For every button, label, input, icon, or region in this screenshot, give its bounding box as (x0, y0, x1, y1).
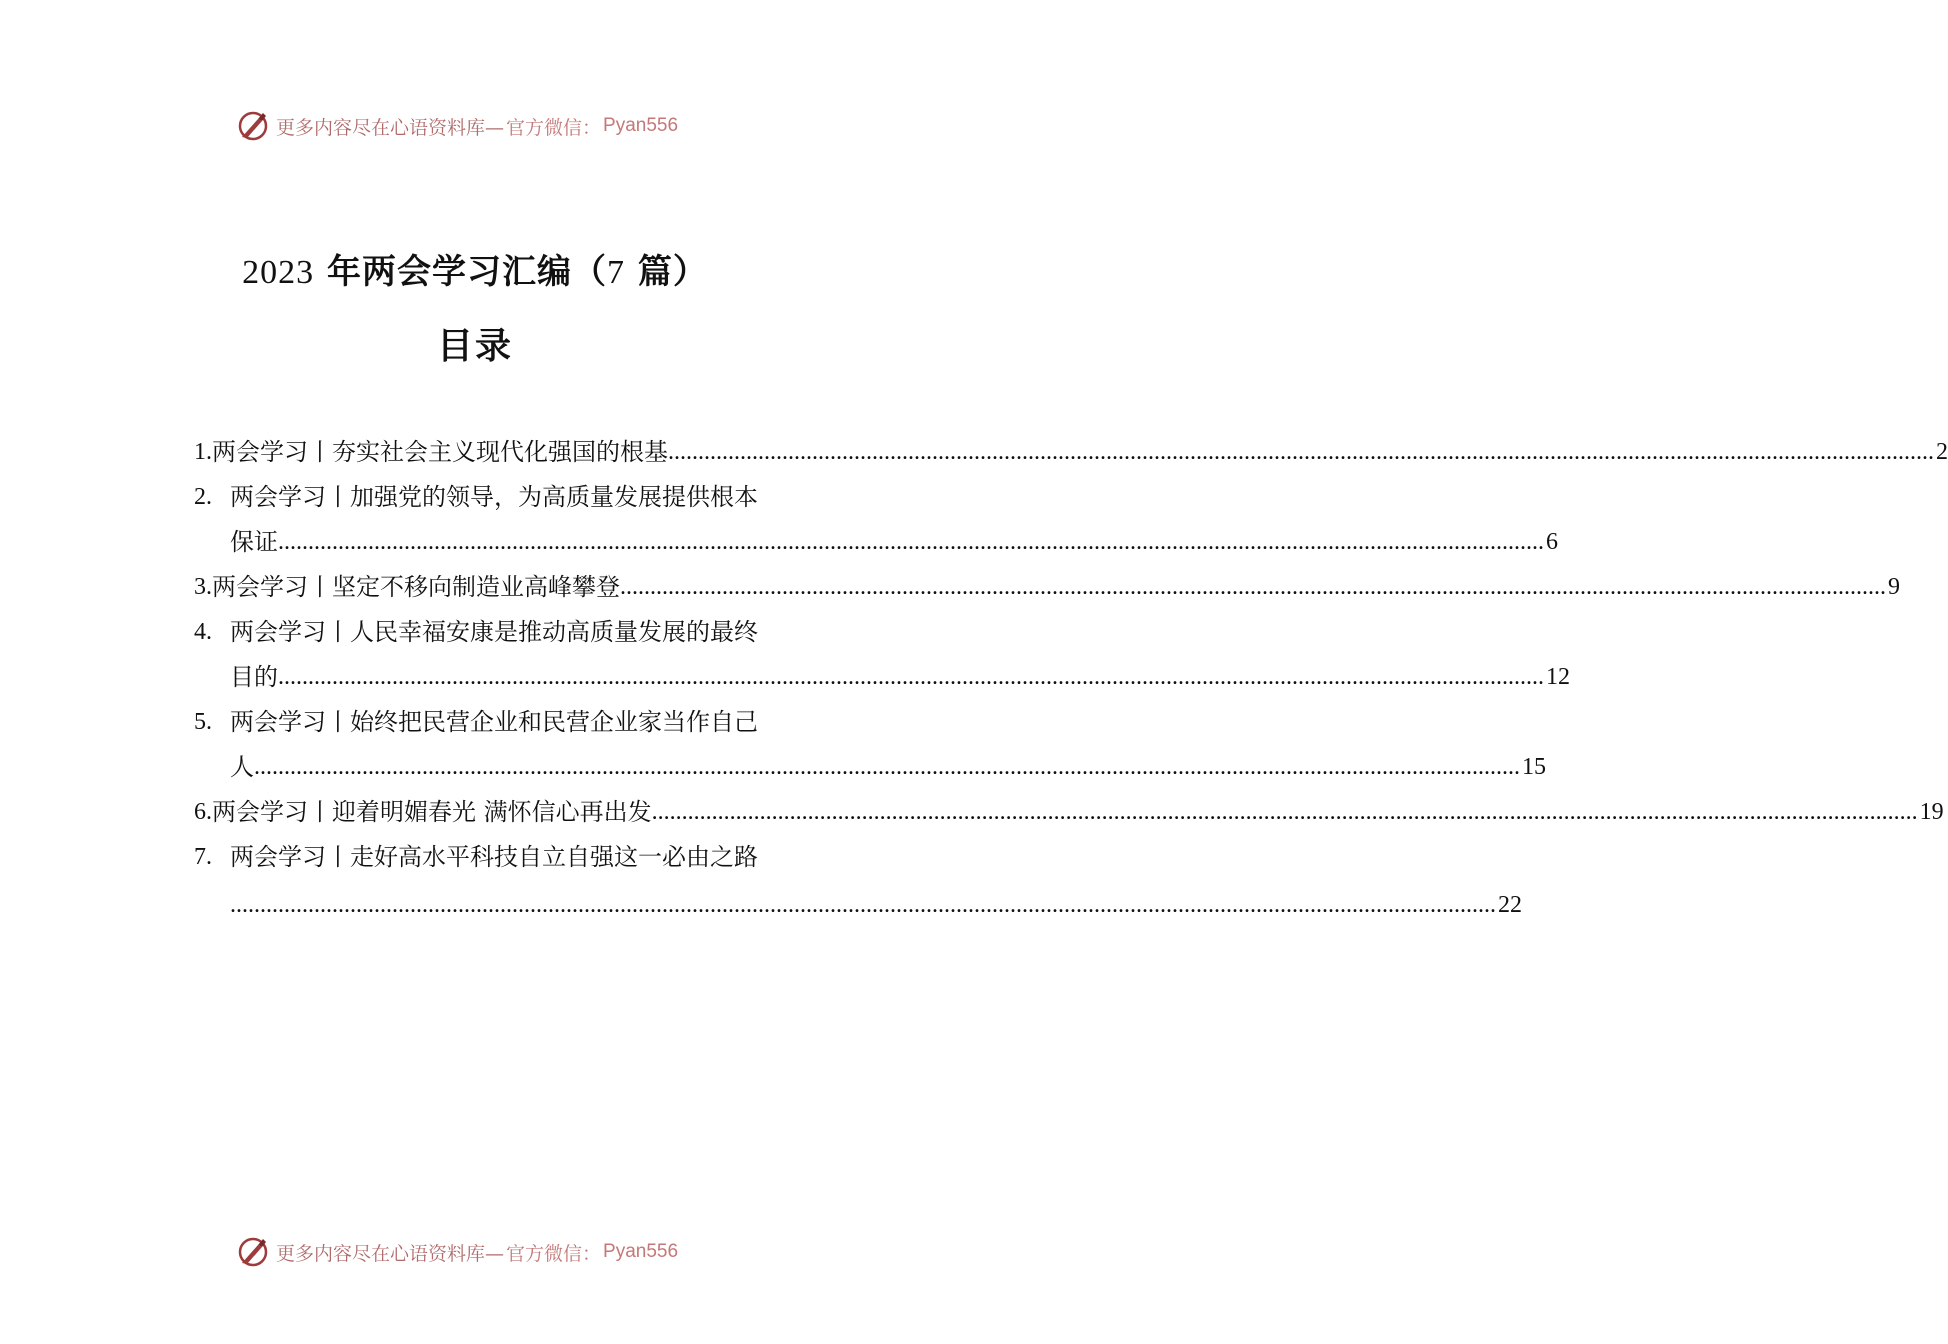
title-main: 年两会学习汇编（ (327, 252, 607, 292)
toc-page-number: 6 (1546, 529, 1558, 555)
title-year: 2023 (242, 254, 315, 291)
banner-text: 更多内容尽在心语资料库— (276, 116, 505, 139)
toc-leader-dots (652, 790, 1918, 835)
banner-text: 更多内容尽在心语资料库— (276, 1242, 505, 1265)
toc-heading: 目录 (436, 325, 513, 367)
toc-leader-dots (278, 520, 1544, 565)
document-title (0, 244, 950, 293)
toc-index: 2. (194, 484, 212, 510)
toc-index: 1. (194, 439, 212, 465)
toc-title-continued: 保证 (230, 528, 278, 556)
toc-leader-dots (230, 880, 1496, 930)
toc-index: 4. (194, 619, 212, 645)
banner-wechat-id: Pyan556 (603, 1241, 679, 1262)
toc-entry-7[interactable] (194, 835, 1522, 930)
toc-entry-2[interactable] (194, 475, 1558, 565)
toc-page-number: 2 (1936, 439, 1948, 465)
toc-index: 6. (194, 799, 212, 825)
toc-title: 两会学习丨坚定不移向制造业高峰攀登 (212, 573, 620, 601)
banner-wechat-label: 官方微信： (506, 1242, 602, 1265)
toc-entry-3[interactable] (194, 565, 1900, 610)
banner-wechat-id: Pyan556 (603, 115, 679, 136)
toc-leader-dots (254, 745, 1520, 790)
toc-title: 两会学习丨迎着明媚春光 满怀信心再出发 (212, 798, 652, 826)
toc-title: 两会学习丨加强党的领导，为高质量发展提供根本 (230, 483, 758, 511)
toc-page-number: 22 (1498, 892, 1522, 918)
toc-index: 5. (194, 709, 212, 735)
toc-title: 两会学习丨人民幸福安康是推动高质量发展的最终 (230, 618, 758, 646)
toc-title: 两会学习丨夯实社会主义现代化强国的根基 (212, 438, 668, 466)
pen-logo-icon (236, 109, 270, 143)
toc-leader-dots (620, 565, 1886, 610)
title-end: 篇） (637, 252, 708, 292)
toc-page-number: 9 (1888, 574, 1900, 600)
toc-title-continued: 目的 (230, 663, 278, 691)
toc-leader-dots (668, 430, 1934, 475)
table-of-contents (194, 430, 1948, 930)
toc-entry-6[interactable] (194, 790, 1944, 835)
toc-page-number: 12 (1546, 664, 1570, 690)
header-banner (236, 108, 756, 144)
toc-index: 3. (194, 574, 212, 600)
toc-entry-1[interactable] (194, 430, 1948, 475)
pen-logo-icon (236, 1235, 270, 1269)
toc-leader-dots (278, 655, 1544, 700)
toc-title: 两会学习丨走好高水平科技自立自强这一必由之路 (230, 843, 758, 871)
toc-title: 两会学习丨始终把民营企业和民营企业家当作自己 (230, 708, 758, 736)
toc-page-number: 15 (1522, 754, 1546, 780)
toc-index: 7. (194, 844, 212, 870)
toc-entry-4[interactable] (194, 610, 1570, 700)
banner-wechat-label: 官方微信： (506, 116, 602, 139)
toc-entry-5[interactable] (194, 700, 1546, 790)
footer-banner (236, 1234, 756, 1270)
toc-page-number: 19 (1919, 799, 1944, 825)
toc-title-continued: 人 (230, 753, 254, 781)
title-count: 7 (607, 254, 625, 291)
